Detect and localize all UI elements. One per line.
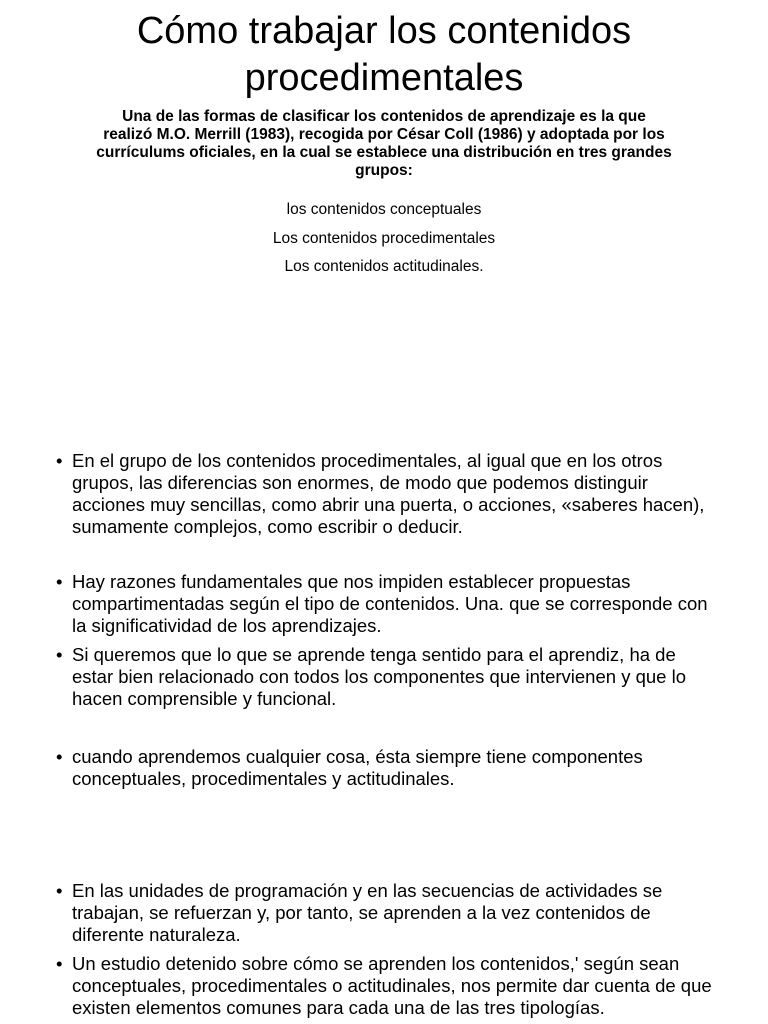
bullet-text: En las unidades de programación y en las secuencias de actividades se trabajan, se refuerzan y, por tanto, se aprenden a la vez contenidos de diferente naturaleza. [72,880,663,945]
bullet-marker: • [56,953,63,974]
bullet-item [56,746,716,790]
intro-paragraph: Una de las formas de clasificar los contenidos de aprendizaje es la que realizó M.O. Merrill (1983), recogida por César Coll (1986) y adoptada por los currículums oficiales, en la cual se establece una distribución en tres grandes grupos: [96,108,672,179]
page-title: Cómo trabajar los contenidos procedimentales [136,10,632,99]
bullet-text: Hay razones fundamentales que nos impiden establecer propuestas compartimentadas según el tipo de contenidos. Una. que se corresponde con la significatividad de los aprendizajes. [72,571,708,636]
group-item-actitudinal: Los contenidos actitudinales. [284,258,484,275]
bullet-item [56,450,716,538]
group-item-procedimental: Los contenidos procedimentales [272,230,496,247]
group-item-conceptual: los contenidos conceptuales [286,201,482,218]
bullet-item [56,880,716,946]
bullet-item [56,953,716,1019]
bullet-marker: • [56,880,63,901]
bullet-text: En el grupo de los contenidos procedimentales, al igual que en los otros grupos, las diferencias son enormes, de modo que podemos distinguir acciones muy sencillas, como abrir una puerta, o acciones, «saberes hacen), sumamente complejos, como escribir o deducir. [72,450,705,537]
bullet-marker: • [56,746,63,767]
bullet-item [56,644,716,710]
bullet-text: cuando aprendemos cualquier cosa, ésta siempre tiene componentes conceptuales, procedimentales y actitudinales. [72,746,643,789]
bullet-marker: • [56,571,63,592]
bullet-text: Si queremos que lo que se aprende tenga sentido para el aprendiz, ha de estar bien relacionado con todos los componentes que intervienen y que lo hacen comprensible y funcional. [72,644,686,709]
bullet-marker: • [56,450,63,471]
bullet-marker: • [56,644,63,665]
bullet-item [56,571,716,637]
bullet-text: Un estudio detenido sobre cómo se aprenden los contenidos,' según sean conceptuales, procedimentales o actitudinales, nos permite dar cuenta de que existen elementos comunes para cada una de las tres tipologías. [72,953,712,1018]
